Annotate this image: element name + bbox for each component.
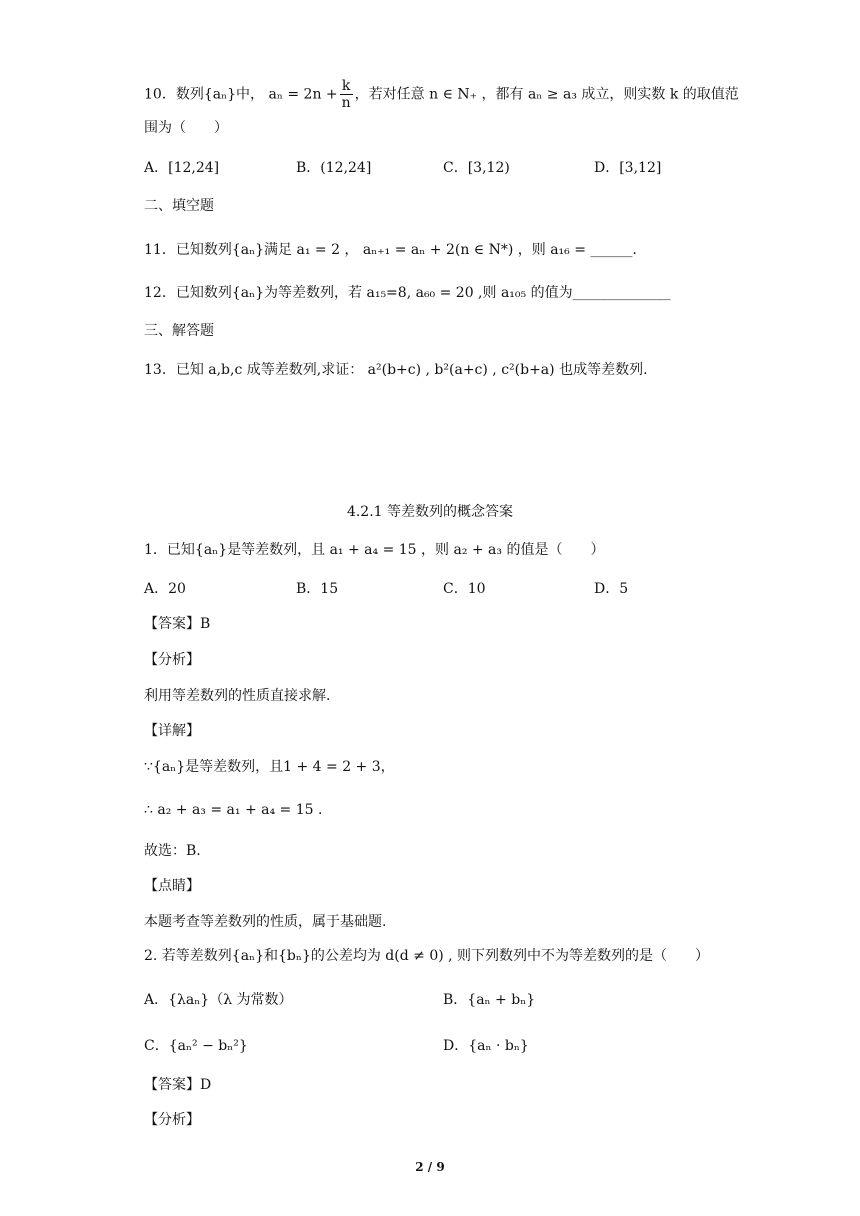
- q10-option-c: C．[3,12): [443, 160, 510, 176]
- a1-detail-line3: 故选：B.: [144, 843, 201, 859]
- q10-tail: ，若对任意 n ∈ N₊ ，都有 aₙ ≥ a₃ 成立，则实数 k 的取值范: [354, 86, 739, 103]
- a2-option-c: C．{aₙ² − bₙ²}: [144, 1038, 248, 1054]
- a1-analysis: 利用等差数列的性质直接求解.: [144, 688, 331, 704]
- a2-analysis-heading: 【分析】: [144, 1112, 200, 1128]
- q10-prefix: 10．数列: [144, 86, 204, 103]
- section-solution-heading: 三、解答题: [144, 323, 214, 339]
- a2-option-b: B．{aₙ + bₙ}: [443, 992, 536, 1008]
- q10-option-b: B．(12,24]: [296, 160, 372, 176]
- a1-comment: 本题考查等差数列的性质，属于基础题.: [144, 914, 387, 930]
- a1-detail-line2: ∴ a₂ + a₃ = a₁ + a₄ = 15 .: [144, 802, 323, 818]
- section-fill-in-heading: 二、填空题: [144, 198, 214, 214]
- q12: 12．已知数列{aₙ}为等差数列，若 a₁₅=8, a₆₀ = 20 ,则 a₁₀₅ 的值为______________: [144, 285, 671, 301]
- q10-frac-den: n: [341, 95, 351, 111]
- q10-formula: aₙ = 2n +: [268, 86, 338, 103]
- a1-option-a: A．20: [144, 581, 186, 597]
- q10-mid: 中，: [236, 86, 265, 103]
- a1-question: 1．已知{aₙ}是等差数列，且 a₁ + a₄ = 15 ，则 a₂ + a₃ 的值是（ ）: [144, 542, 605, 558]
- answer-title: 4.2.1 等差数列的概念答案: [346, 504, 514, 520]
- q13: 13．已知 a,b,c 成等差数列,求证： a²(b+c) , b²(a+c) , c²(b+a) 也成等差数列.: [144, 362, 648, 378]
- q10-option-d: D．[3,12]: [594, 160, 662, 176]
- a1-comment-heading: 【点睛】: [144, 878, 200, 894]
- q10-line1: [144, 78, 739, 111]
- a1-detail-line1: ∵{aₙ}是等差数列，且1 + 4 = 2 + 3，: [144, 759, 395, 775]
- a2-option-a: A．{λaₙ}（λ 为常数）: [144, 992, 293, 1008]
- q10-line2: 围为（ ）: [144, 120, 228, 136]
- q10-fraction: [340, 78, 353, 111]
- q10-option-a: A．[12,24]: [144, 160, 220, 176]
- q10-frac-num: k: [340, 78, 353, 95]
- a1-answer: 【答案】B: [144, 616, 211, 632]
- a1-analysis-heading: 【分析】: [144, 652, 200, 668]
- a1-detail-heading: 【详解】: [144, 723, 200, 739]
- a2-answer: 【答案】D: [144, 1077, 212, 1093]
- q10-seq: {aₙ}: [203, 86, 237, 103]
- a1-option-c: C．10: [443, 581, 486, 597]
- a1-option-b: B．15: [296, 581, 339, 597]
- page-number: 2 / 9: [415, 1160, 445, 1174]
- a2-option-d: D．{aₙ · bₙ}: [443, 1038, 529, 1054]
- q11: 11．已知数列{aₙ}满足 a₁ = 2 ， aₙ₊₁ = aₙ + 2(n ∈ N*) ，则 a₁₆ = ______.: [144, 242, 637, 258]
- a1-option-d: D．5: [594, 581, 629, 597]
- a2-question: 2. 若等差数列{aₙ}和{bₙ}的公差均为 d(d ≠ 0) , 则下列数列中不为等差数列的是（ ）: [144, 948, 710, 964]
